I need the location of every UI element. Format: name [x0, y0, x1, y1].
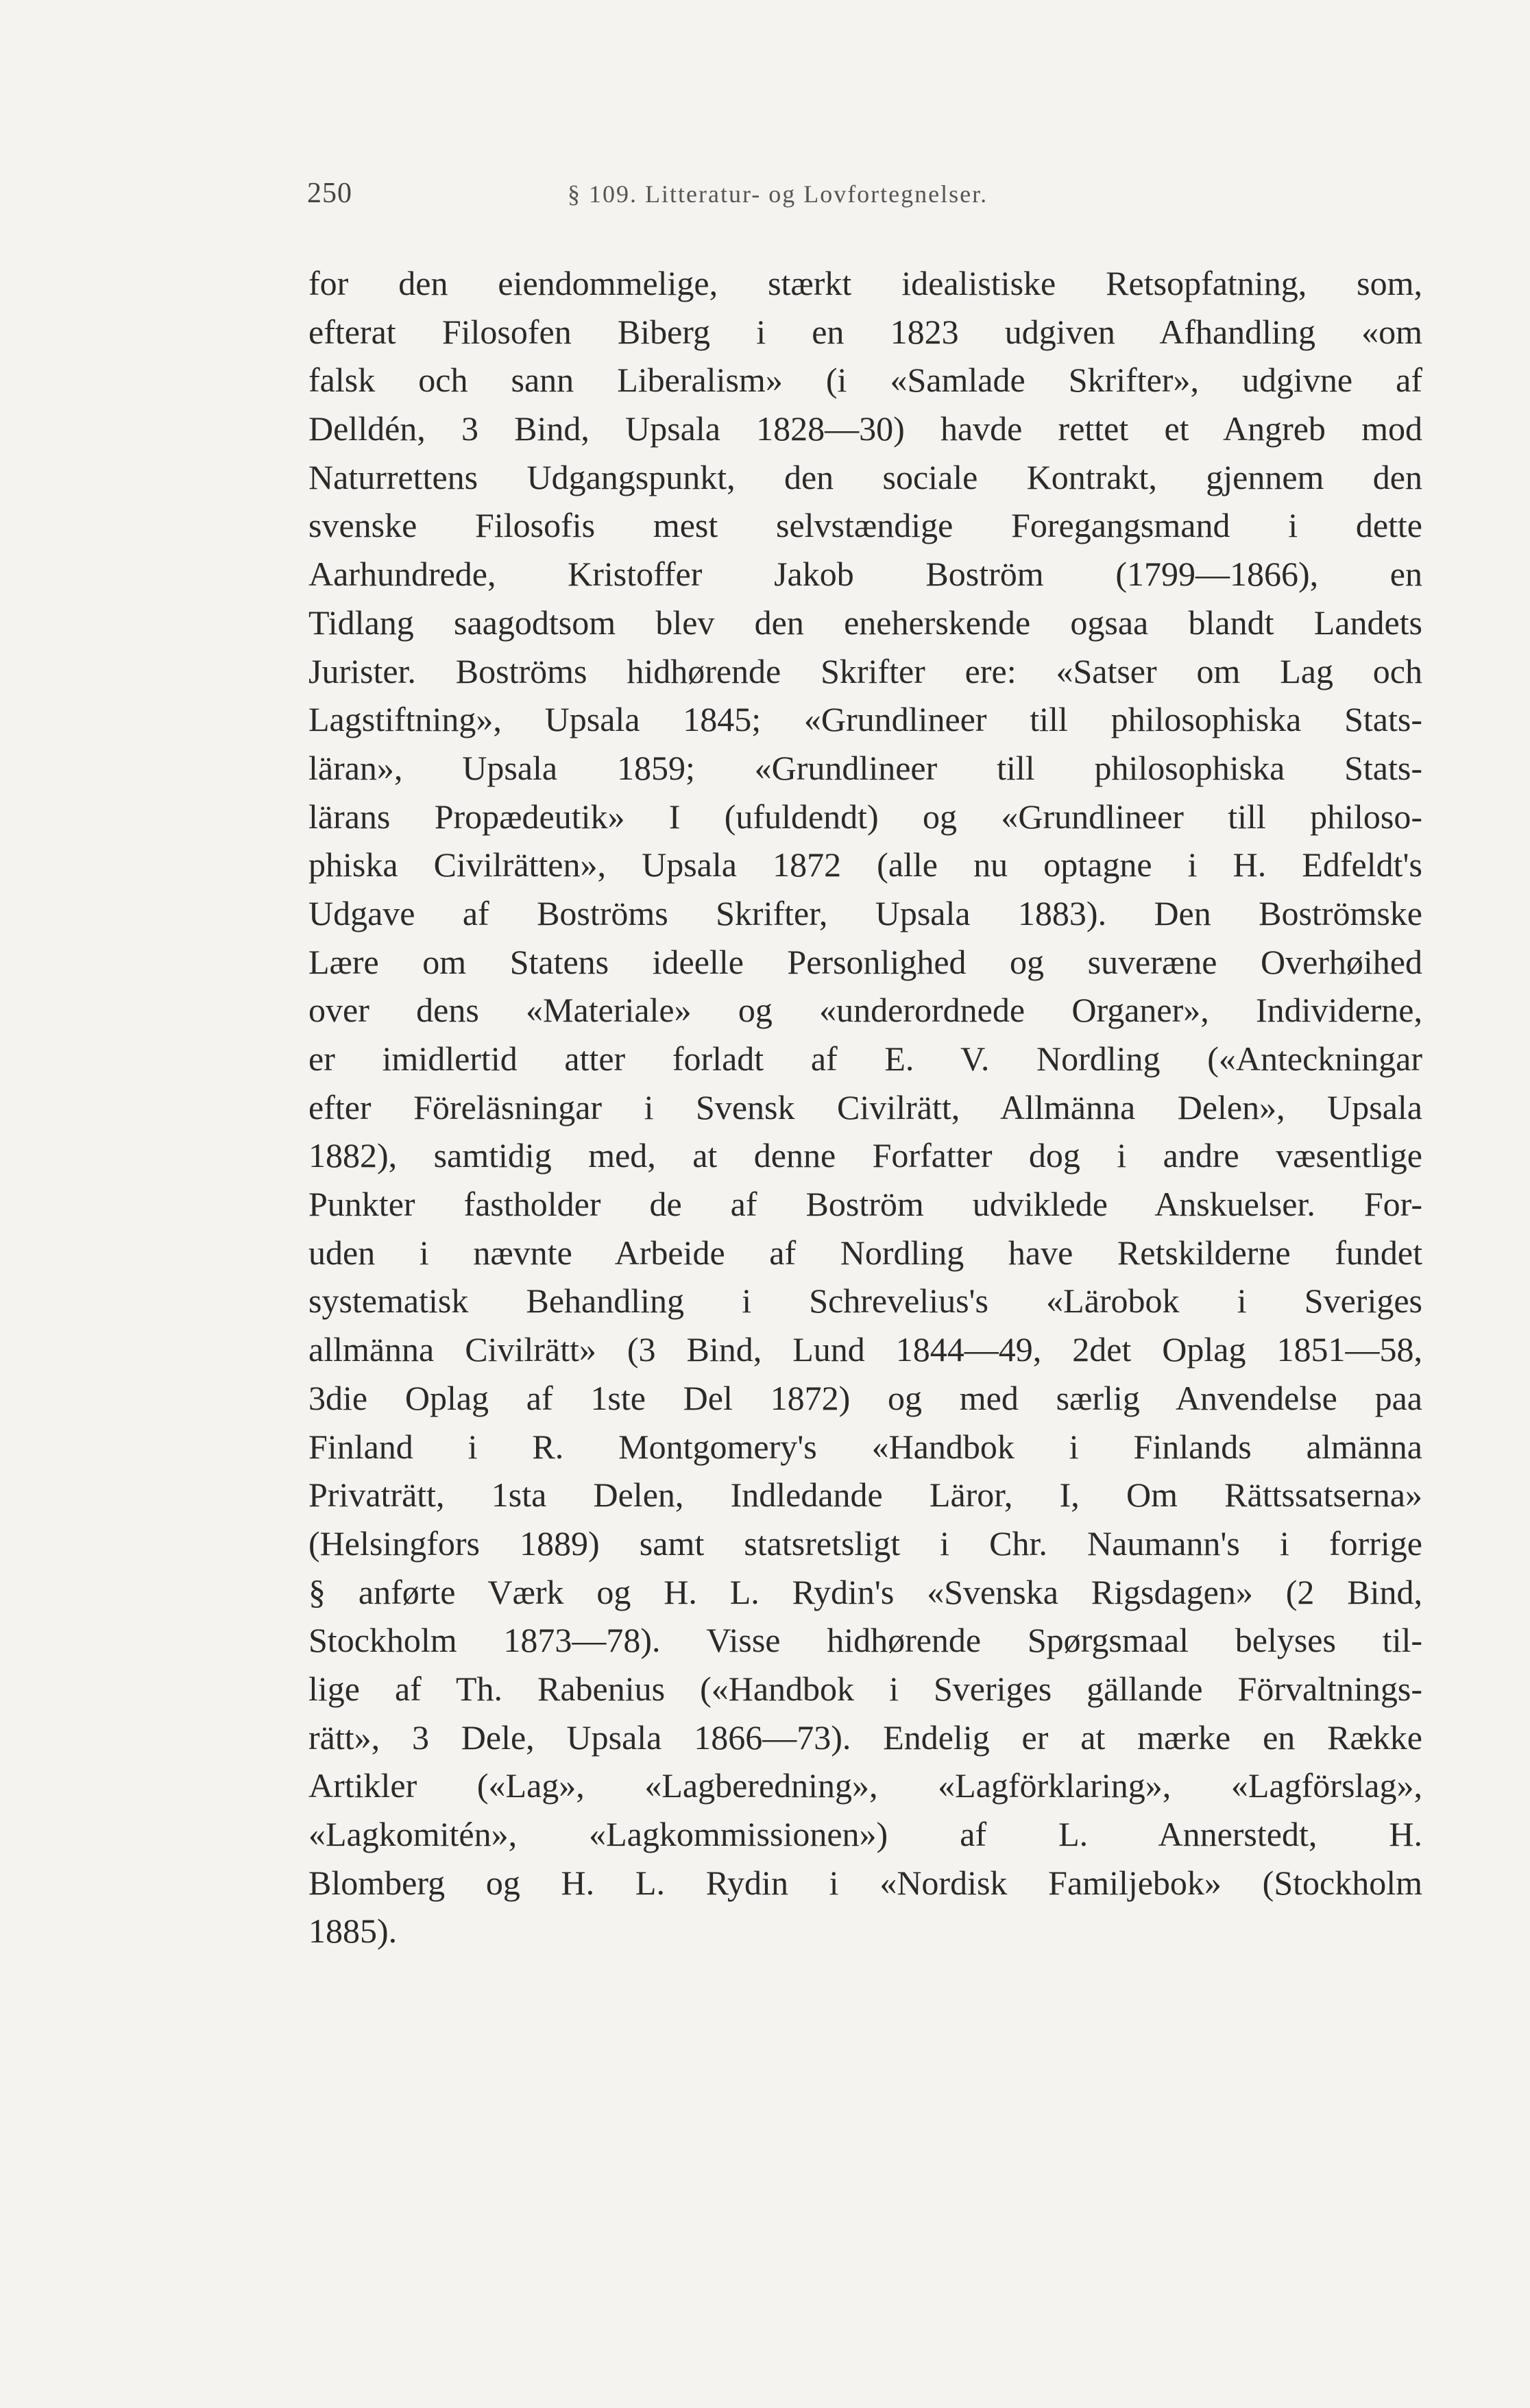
text-line: Punkter fastholder de af Boström udviklede Anskuelser. For-: [308, 1185, 1422, 1224]
text-line: § anførte Værk og H. L. Rydin's «Svenska Rigsdagen» (2 Bind,: [308, 1572, 1422, 1611]
text-line: lärans Propædeutik» I (ufuldendt) og «Grundlineer till philoso-: [308, 797, 1422, 836]
body-text: [308, 259, 1422, 1955]
text-line: «Lagkomitén», «Lagkommissionen») af L. Annerstedt, H.: [308, 1815, 1422, 1853]
text-line: Delldén, 3 Bind, Upsala 1828—30) havde rettet et Angreb mod: [308, 409, 1422, 448]
text-line: phiska Civilrätten», Upsala 1872 (alle nu optagne i H. Edfeldt's: [308, 845, 1422, 884]
text-line: over dens «Materiale» og «underordnede Organer», Individerne,: [308, 991, 1422, 1030]
page-number: 250: [307, 178, 352, 209]
text-line: Lagstiftning», Upsala 1845; «Grundlineer till philosophiska Stats-: [308, 700, 1422, 739]
text-line: (Helsingfors 1889) samt statsretsligt i Chr. Naumann's i forrige: [308, 1524, 1422, 1563]
text-line: Jurister. Boströms hidhørende Skrifter ere: «Satser om Lag och: [308, 651, 1422, 690]
text-line: Finland i R. Montgomery's «Handbok i Finlands almänna: [308, 1427, 1422, 1466]
text-line: systematisk Behandling i Schrevelius's «Lärobok i Sveriges: [308, 1281, 1422, 1321]
text-line: falsk och sann Liberalism» (i «Samlade Skrifter», udgivne af: [308, 361, 1422, 400]
text-line: Aarhundrede, Kristoffer Jakob Boström (1799—1866), en: [308, 555, 1422, 594]
page-header: [307, 177, 1424, 218]
text-line: rätt», 3 Dele, Upsala 1866—73). Endelig er at mærke en Række: [308, 1718, 1422, 1757]
text-line: efterat Filosofen Biberg i en 1823 udgiven Afhandling «om: [308, 312, 1422, 351]
text-line: Lære om Statens ideelle Personlighed og suveræne Overhøihed: [308, 942, 1422, 981]
text-line: er imidlertid atter forladt af E. V. Nordling («Anteckningar: [308, 1039, 1422, 1078]
text-line: Blomberg og H. L. Rydin i «Nordisk Familjebok» (Stockholm: [308, 1863, 1422, 1902]
text-line: uden i nævnte Arbeide af Nordling have Retskilderne fundet: [308, 1233, 1422, 1272]
text-line: läran», Upsala 1859; «Grundlineer till philosophiska Stats-: [308, 748, 1422, 787]
text-line: Stockholm 1873—78). Visse hidhørende Spørgsmaal belyses til-: [308, 1621, 1422, 1660]
text-line: svenske Filosofis mest selvstændige Foregangsmand i dette: [308, 506, 1422, 545]
text-line: 1882), samtidig med, at denne Forfatter dog i andre væsentlige: [308, 1136, 1422, 1175]
text-line: 1885).: [308, 1912, 398, 1951]
text-line: Privaträtt, 1sta Delen, Indledande Läror, I, Om Rättssatserna»: [308, 1476, 1422, 1515]
text-line: lige af Th. Rabenius («Handbok i Sveriges gällande Förvaltnings-: [308, 1669, 1422, 1708]
text-line: efter Föreläsningar i Svensk Civilrätt, Allmänna Delen», Upsala: [308, 1087, 1422, 1127]
text-line: for den eiendommelige, stærkt idealistiske Retsopfatning, som,: [308, 264, 1422, 302]
text-line: allmänna Civilrätt» (3 Bind, Lund 1844—49, 2det Oplag 1851—58,: [308, 1330, 1422, 1369]
text-line: Tidlang saagodtsom blev den eneherskende ogsaa blandt Landets: [308, 603, 1422, 642]
running-head: § 109. Litteratur- og Lovfortegnelser.: [568, 180, 988, 208]
text-line: Artikler («Lag», «Lagberedning», «Lagförklaring», «Lagförslag»,: [308, 1766, 1422, 1805]
text-line: Naturrettens Udgangspunkt, den sociale Kontrakt, gjennem den: [308, 457, 1422, 496]
text-line: Udgave af Boströms Skrifter, Upsala 1883). Den Boströmske: [308, 893, 1422, 932]
text-line: 3die Oplag af 1ste Del 1872) og med særlig Anvendelse paa: [308, 1378, 1422, 1417]
